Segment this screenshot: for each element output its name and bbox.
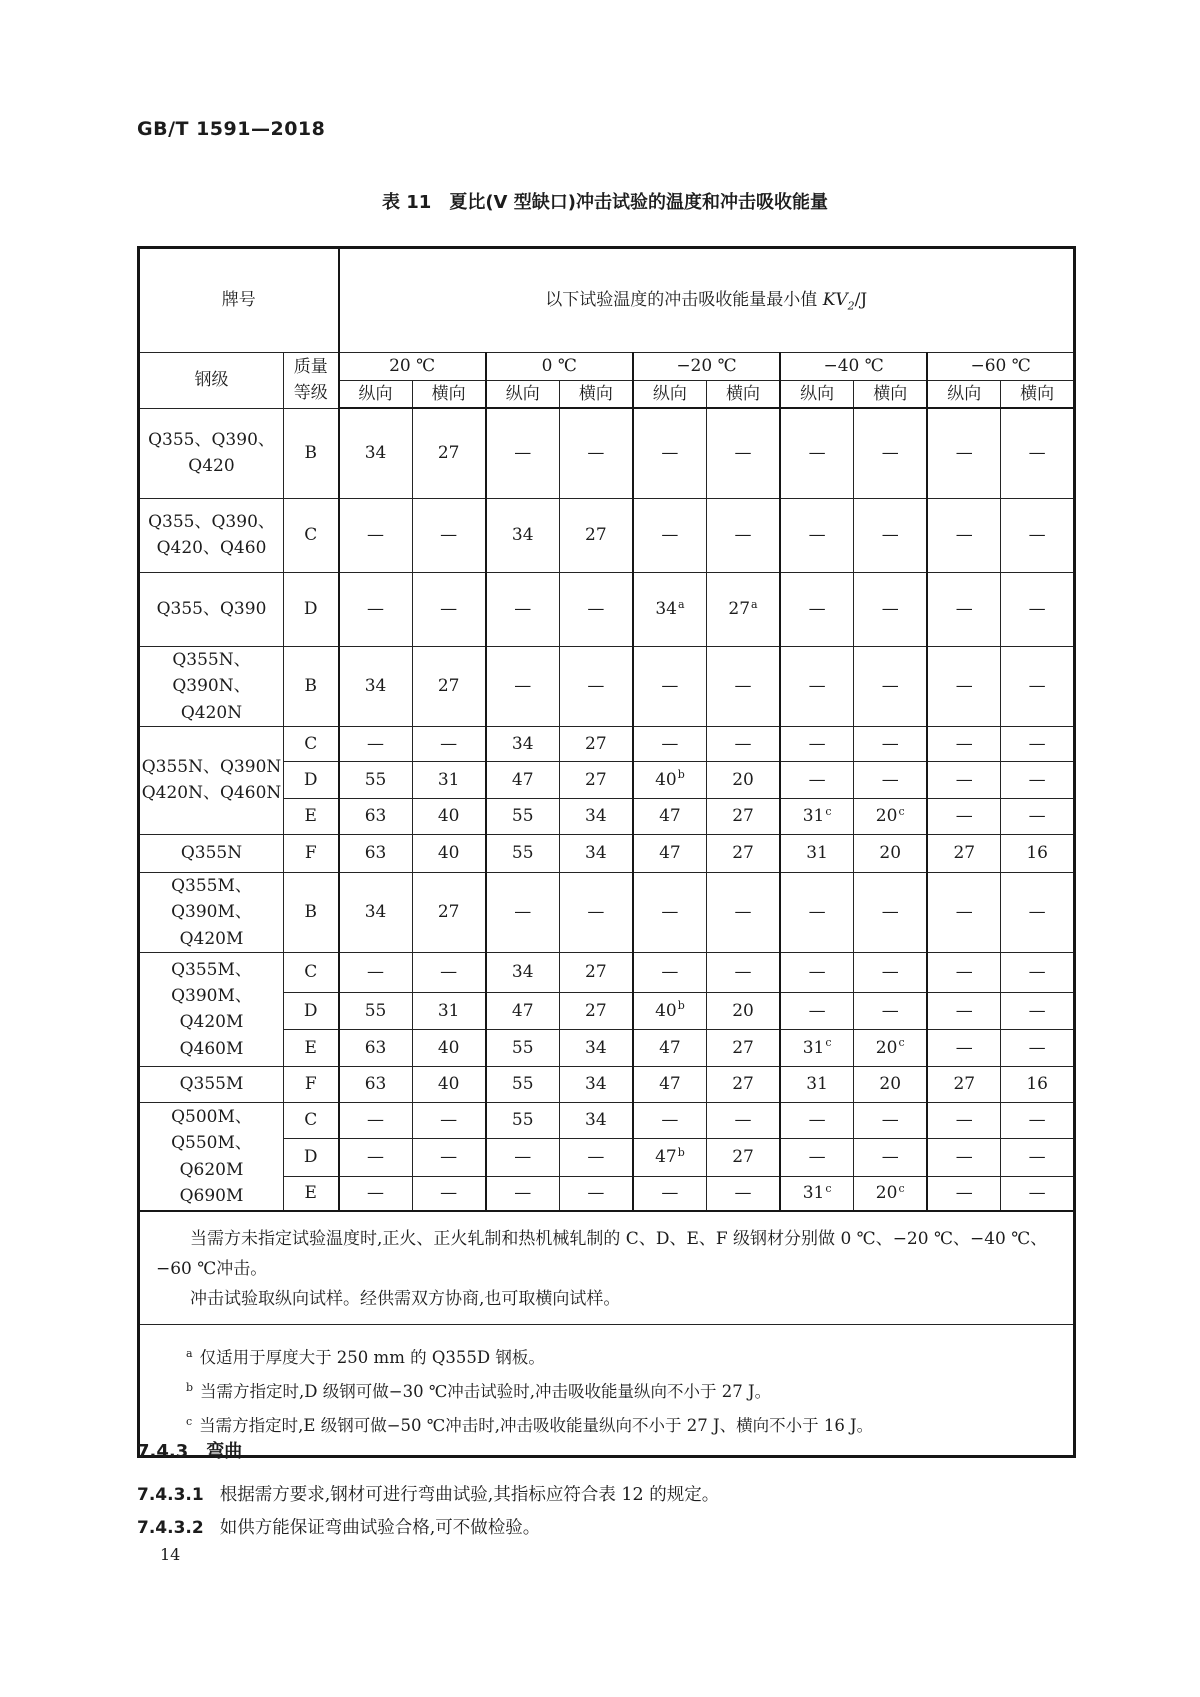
value-cell: 55 (486, 834, 560, 872)
quality-grade-cell: C (284, 498, 339, 572)
value-cell: 47$^b$ (633, 1138, 707, 1176)
value-cell: 20 (706, 761, 780, 798)
header-kv-energy (339, 248, 1075, 353)
value-cell: — (339, 1102, 413, 1138)
header-quality-grade: 质量 等级 (284, 353, 339, 409)
value-cell: — (559, 1138, 633, 1176)
value-cell: 27 (559, 761, 633, 798)
value-cell: — (706, 1102, 780, 1138)
value-cell: 40$^b$ (633, 992, 707, 1029)
value-cell: 31 (780, 1066, 854, 1102)
header-brand: 牌号 (139, 248, 339, 353)
value-cell: — (854, 726, 928, 761)
value-cell: 27 (706, 798, 780, 834)
value-cell: — (339, 1176, 413, 1211)
table-row (139, 726, 1075, 761)
value-cell: — (780, 1138, 854, 1176)
quality-grade-cell: C (284, 952, 339, 992)
value-cell: — (412, 1176, 486, 1211)
value-cell: 40$^b$ (633, 761, 707, 798)
value-cell: 47 (633, 834, 707, 872)
value-cell: — (559, 872, 633, 952)
value-cell: 34 (559, 834, 633, 872)
value-cell: — (339, 1138, 413, 1176)
value-cell: 16 (1001, 834, 1075, 872)
header-transverse: 横向 (854, 381, 928, 409)
value-cell: 47 (633, 1029, 707, 1066)
kv-label-prefix: 以下试验温度的冲击吸收能量最小值 (545, 289, 823, 310)
steel-grade-cell: Q355、Q390、 Q420 (139, 408, 284, 498)
clause-text: 如供方能保证弯曲试验合格,可不做检验。 (219, 1518, 541, 1538)
value-cell: — (339, 572, 413, 646)
value-cell: 63 (339, 1029, 413, 1066)
value-cell: — (780, 408, 854, 498)
value-cell: 55 (339, 992, 413, 1029)
steel-grade-cell: Q355、Q390、 Q420、Q460 (139, 498, 284, 572)
value-cell: 31$^c$ (780, 1176, 854, 1211)
steel-grade-cell: Q355、Q390 (139, 572, 284, 646)
value-cell: — (633, 646, 707, 726)
value-cell: 34 (339, 408, 413, 498)
value-cell: 34 (486, 498, 560, 572)
value-cell: — (927, 498, 1001, 572)
table-row (139, 408, 1075, 498)
value-cell: — (633, 872, 707, 952)
value-cell: — (559, 646, 633, 726)
quality-grade-cell: E (284, 798, 339, 834)
value-cell: 27 (927, 1066, 1001, 1102)
value-cell: — (854, 408, 928, 498)
value-cell: — (1001, 992, 1075, 1029)
value-cell: — (339, 952, 413, 992)
value-cell: — (780, 498, 854, 572)
value-cell: 55 (339, 761, 413, 798)
value-cell: 27 (559, 952, 633, 992)
table-row (139, 498, 1075, 572)
value-cell: 20$^c$ (854, 798, 928, 834)
standard-number: GB/T 1591—2018 (137, 118, 326, 140)
quality-grade-cell: B (284, 646, 339, 726)
value-cell: — (633, 408, 707, 498)
value-cell: — (927, 1102, 1001, 1138)
value-cell: 34 (559, 798, 633, 834)
value-cell: 34 (486, 726, 560, 761)
value-cell: — (559, 408, 633, 498)
value-cell: 27 (706, 1029, 780, 1066)
value-cell: — (412, 952, 486, 992)
value-cell: — (706, 408, 780, 498)
value-cell: — (412, 498, 486, 572)
value-cell: 16 (1001, 1066, 1075, 1102)
value-cell: — (339, 726, 413, 761)
value-cell: — (927, 408, 1001, 498)
value-cell: 31 (412, 761, 486, 798)
quality-grade-cell: D (284, 761, 339, 798)
value-cell: — (780, 646, 854, 726)
value-cell: 27 (412, 646, 486, 726)
value-cell: 27 (706, 1066, 780, 1102)
header-temp-0: 0 ℃ (486, 353, 633, 381)
clause-number: 7.4.3.1 (137, 1485, 204, 1505)
value-cell: — (854, 761, 928, 798)
value-cell: — (633, 1176, 707, 1211)
value-cell: — (927, 646, 1001, 726)
header-row-brand (139, 248, 1075, 353)
value-cell: — (927, 872, 1001, 952)
value-cell: — (1001, 408, 1075, 498)
value-cell: 34 (559, 1066, 633, 1102)
quality-grade-cell: E (284, 1029, 339, 1066)
value-cell: — (633, 498, 707, 572)
value-cell: — (486, 572, 560, 646)
value-cell: 34 (559, 1029, 633, 1066)
steel-grade-cell: Q355M、Q390M、 Q420M (139, 872, 284, 952)
value-cell: 27 (412, 408, 486, 498)
value-cell: 27 (927, 834, 1001, 872)
header-longitudinal: 纵向 (927, 381, 1001, 409)
value-cell: — (780, 992, 854, 1029)
table-footnotes (139, 1325, 1075, 1457)
value-cell: 31 (780, 834, 854, 872)
value-cell: — (854, 498, 928, 572)
value-cell: 40 (412, 1066, 486, 1102)
value-cell: 40 (412, 834, 486, 872)
note-line: 冲击试验取纵向试样。经供需双方协商,也可取横向试样。 (190, 1289, 621, 1310)
value-cell: 27 (559, 498, 633, 572)
value-cell: — (1001, 498, 1075, 572)
steel-grade-cell: Q355N、Q390N、 Q420N (139, 646, 284, 726)
quality-grade-cell: B (284, 408, 339, 498)
header-steel-grade: 钢级 (139, 353, 284, 409)
quality-grade-cell: F (284, 1066, 339, 1102)
value-cell: — (706, 952, 780, 992)
value-cell: — (780, 761, 854, 798)
value-cell: — (633, 1102, 707, 1138)
header-temp-neg40: −40 ℃ (780, 353, 927, 381)
value-cell: 27 (559, 726, 633, 761)
clause-paragraph (137, 1481, 719, 1506)
value-cell: — (1001, 1176, 1075, 1211)
value-cell: — (927, 952, 1001, 992)
value-cell: — (633, 726, 707, 761)
table-footnotes-row (139, 1325, 1075, 1457)
value-cell: — (1001, 572, 1075, 646)
value-cell: — (854, 872, 928, 952)
table-row (139, 646, 1075, 726)
value-cell: — (927, 992, 1001, 1029)
header-transverse: 横向 (1001, 381, 1075, 409)
value-cell: 20 (854, 1066, 928, 1102)
value-cell: 63 (339, 834, 413, 872)
clause-title: 弯曲 (206, 1441, 243, 1462)
table-notes (139, 1211, 1075, 1325)
value-cell: 34 (559, 1102, 633, 1138)
value-cell: — (780, 1102, 854, 1138)
value-cell: 31$^c$ (780, 798, 854, 834)
quality-grade-cell: F (284, 834, 339, 872)
value-cell: — (780, 872, 854, 952)
value-cell: 20 (854, 834, 928, 872)
header-longitudinal: 纵向 (339, 381, 413, 409)
clause-heading (137, 1437, 242, 1463)
table-row (139, 872, 1075, 952)
quality-grade-cell: E (284, 1176, 339, 1211)
value-cell: — (1001, 1102, 1075, 1138)
table-row (139, 1102, 1075, 1138)
value-cell: 27$^a$ (706, 572, 780, 646)
quality-grade-cell: D (284, 992, 339, 1029)
value-cell: — (706, 1176, 780, 1211)
header-temp-20: 20 ℃ (339, 353, 486, 381)
steel-grade-cell: Q355M、 Q390M、Q420M Q460M (139, 952, 284, 1066)
header-transverse: 横向 (559, 381, 633, 409)
value-cell: — (1001, 726, 1075, 761)
value-cell: — (633, 952, 707, 992)
note-line: −60 ℃冲击。 (156, 1259, 268, 1280)
value-cell: 47 (633, 1066, 707, 1102)
value-cell: — (854, 1102, 928, 1138)
table-row (139, 952, 1075, 992)
kv-label-suffix: /J (854, 289, 868, 310)
value-cell: — (706, 498, 780, 572)
value-cell: 27 (412, 872, 486, 952)
footnote-line: $^c$ 当需方指定时,E 级钢可做−50 ℃冲击时,冲击吸收能量纵向不小于 27 J、横向不小于 16 J。 (186, 1414, 874, 1436)
value-cell: 34 (339, 646, 413, 726)
value-cell: — (1001, 1029, 1075, 1066)
value-cell: 55 (486, 798, 560, 834)
value-cell: — (780, 952, 854, 992)
value-cell: — (486, 646, 560, 726)
header-longitudinal: 纵向 (780, 381, 854, 409)
clause-paragraph (137, 1514, 540, 1539)
value-cell: — (1001, 952, 1075, 992)
steel-grade-cell: Q355M (139, 1066, 284, 1102)
value-cell: — (927, 798, 1001, 834)
table-row (139, 1066, 1075, 1102)
header-row-temps (139, 353, 1075, 381)
value-cell: — (412, 572, 486, 646)
value-cell: — (927, 761, 1001, 798)
value-cell: 40 (412, 798, 486, 834)
value-cell: — (927, 1176, 1001, 1211)
value-cell: 27 (706, 834, 780, 872)
value-cell: — (854, 572, 928, 646)
steel-grade-cell: Q355N (139, 834, 284, 872)
value-cell: — (486, 408, 560, 498)
value-cell: — (559, 1176, 633, 1211)
value-cell: — (486, 1176, 560, 1211)
footnote-line: $^b$ 当需方指定时,D 级钢可做−30 ℃冲击试验时,冲击吸收能量纵向不小于 27 J。 (186, 1380, 772, 1402)
value-cell: 20$^c$ (854, 1176, 928, 1211)
value-cell: — (559, 572, 633, 646)
value-cell: — (927, 1138, 1001, 1176)
value-cell: 63 (339, 798, 413, 834)
value-cell: — (854, 952, 928, 992)
value-cell: — (1001, 872, 1075, 952)
quality-grade-cell: C (284, 726, 339, 761)
page-number: 14 (160, 1545, 181, 1564)
clause-text: 根据需方要求,钢材可进行弯曲试验,其指标应符合表 12 的规定。 (219, 1485, 720, 1505)
value-cell: 40 (412, 1029, 486, 1066)
value-cell: 55 (486, 1029, 560, 1066)
header-longitudinal: 纵向 (633, 381, 707, 409)
value-cell: — (854, 646, 928, 726)
note-line: 当需方未指定试验温度时,正火、正火轧制和热机械轧制的 C、D、E、F 级钢材分别做 0 ℃、−20 ℃、−40 ℃、 (190, 1229, 1048, 1250)
value-cell: — (1001, 646, 1075, 726)
value-cell: — (412, 1138, 486, 1176)
header-transverse: 横向 (706, 381, 780, 409)
value-cell: 34 (486, 952, 560, 992)
value-cell: — (706, 872, 780, 952)
quality-grade-cell: C (284, 1102, 339, 1138)
value-cell: — (706, 726, 780, 761)
value-cell: — (412, 726, 486, 761)
table-title: 表 11 夏比(V 型缺口)冲击试验的温度和冲击吸收能量 (382, 192, 828, 213)
header-temp-neg20: −20 ℃ (633, 353, 780, 381)
steel-grade-cell: Q355N、Q390N Q420N、Q460N (139, 726, 284, 834)
value-cell: 47 (633, 798, 707, 834)
value-cell: 31 (412, 992, 486, 1029)
kv-symbol: $KV_2$ (822, 289, 855, 313)
value-cell: — (486, 872, 560, 952)
header-temp-neg60: −60 ℃ (927, 353, 1074, 381)
quality-grade-cell: D (284, 572, 339, 646)
value-cell: 31$^c$ (780, 1029, 854, 1066)
header-longitudinal: 纵向 (486, 381, 560, 409)
table-notes-row (139, 1211, 1075, 1325)
footnote-line: $^a$ 仅适用于厚度大于 250 mm 的 Q355D 钢板。 (186, 1346, 545, 1368)
value-cell: 63 (339, 1066, 413, 1102)
value-cell: — (780, 572, 854, 646)
value-cell: — (486, 1138, 560, 1176)
value-cell: — (1001, 798, 1075, 834)
value-cell: 27 (706, 1138, 780, 1176)
impact-test-table (137, 246, 1076, 1458)
value-cell: — (339, 498, 413, 572)
clause-number: 7.4.3.2 (137, 1518, 204, 1538)
value-cell: 47 (486, 761, 560, 798)
value-cell: 20 (706, 992, 780, 1029)
quality-grade-cell: D (284, 1138, 339, 1176)
value-cell: — (1001, 1138, 1075, 1176)
clause-number: 7.4.3 (137, 1441, 189, 1462)
value-cell: 55 (486, 1066, 560, 1102)
value-cell: — (927, 572, 1001, 646)
header-transverse: 横向 (412, 381, 486, 409)
value-cell: — (854, 992, 928, 1029)
value-cell: — (1001, 761, 1075, 798)
table-row (139, 572, 1075, 646)
value-cell: 34$^a$ (633, 572, 707, 646)
value-cell: 20$^c$ (854, 1029, 928, 1066)
value-cell: — (927, 726, 1001, 761)
value-cell: — (854, 1138, 928, 1176)
value-cell: 27 (559, 992, 633, 1029)
table-row (139, 834, 1075, 872)
value-cell: — (412, 1102, 486, 1138)
quality-grade-cell: B (284, 872, 339, 952)
value-cell: — (780, 726, 854, 761)
steel-grade-cell: Q500M、 Q550M、Q620M Q690M (139, 1102, 284, 1211)
value-cell: 55 (486, 1102, 560, 1138)
value-cell: — (927, 1029, 1001, 1066)
value-cell: 34 (339, 872, 413, 952)
value-cell: — (706, 646, 780, 726)
value-cell: 47 (486, 992, 560, 1029)
